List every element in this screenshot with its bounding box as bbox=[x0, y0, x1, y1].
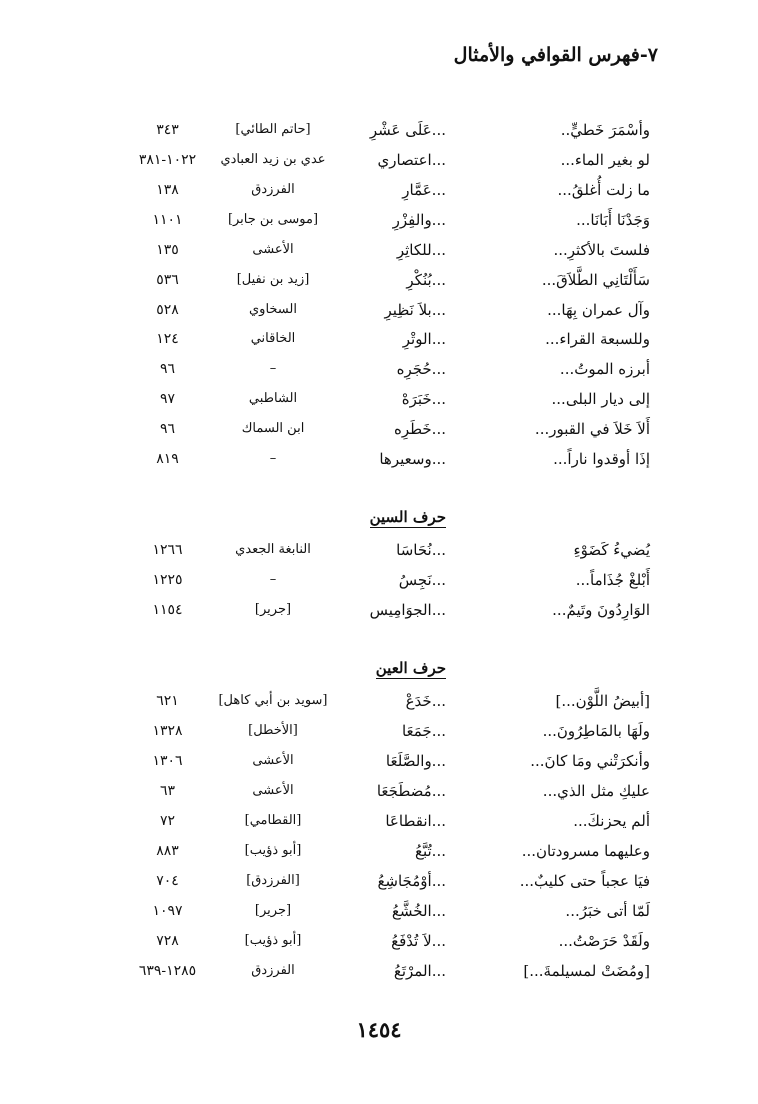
verse-opening: أبرزه الموتُ... bbox=[559, 360, 650, 378]
verse-opening: إلى ديار البلى... bbox=[551, 390, 650, 408]
rhyme-word: ...اعتصاري bbox=[377, 151, 446, 169]
page-reference: ١٣٥ bbox=[156, 242, 179, 258]
verse-opening: عليكِ مثل الذي... bbox=[542, 782, 650, 800]
poet-name: ابن السماك bbox=[241, 421, 305, 436]
poet-name: الأعشى bbox=[252, 783, 294, 798]
rhyme-word: ...المرْتَعُ bbox=[393, 962, 446, 980]
rhyme-word: ...خَطَرِه bbox=[393, 420, 446, 438]
verse-opening: وللسبعة القراء... bbox=[545, 330, 650, 348]
rhyme-word: ...نَجِسُ bbox=[398, 571, 446, 589]
poet-name: [جرير] bbox=[254, 602, 292, 617]
verse-opening: إذَا أوقدوا ناراً... bbox=[553, 450, 650, 468]
index-row bbox=[0, 748, 758, 774]
rhyme-word: ...جَمَعَا bbox=[401, 722, 446, 740]
verse-opening: وأنكرَتْني ومَا كانَ... bbox=[530, 752, 650, 770]
verse-opening: ولَقَدْ حَرَصْتُ... bbox=[558, 932, 650, 950]
verse-opening: فيَا عجباً حتى كليبٌ... bbox=[519, 872, 650, 890]
index-row bbox=[0, 898, 758, 924]
poet-name: [القطامي] bbox=[244, 813, 302, 828]
rhyme-word: ...عَلَى عَشْرِ bbox=[369, 121, 446, 139]
index-row bbox=[0, 207, 758, 233]
verse-opening: لَمّا أتى خبَرُ... bbox=[565, 902, 650, 920]
verse-opening: لو بغير الماء... bbox=[560, 151, 650, 169]
index-row bbox=[0, 326, 758, 352]
verse-opening: يُضيءُ كَضَوْءِ bbox=[573, 541, 650, 559]
poet-name: الخاقاني bbox=[250, 331, 296, 346]
page-reference: ٨٨٣ bbox=[156, 843, 179, 859]
rhyme-word: ...للكاثِرِ bbox=[396, 241, 446, 259]
verse-opening: [ومُضَتْ لمسيلمةَ...] bbox=[523, 962, 650, 980]
verse-opening: ما زلت أُغلقُ... bbox=[557, 181, 650, 199]
poet-name: [زيد بن نفيل] bbox=[236, 272, 310, 287]
poet-name: [أبو ذؤيب] bbox=[244, 843, 302, 858]
poet-name: – bbox=[269, 572, 277, 587]
index-row bbox=[0, 928, 758, 954]
index-row bbox=[0, 597, 758, 623]
index-row bbox=[0, 808, 758, 834]
poet-name: السخاوي bbox=[249, 302, 297, 317]
index-row bbox=[0, 267, 758, 293]
index-row bbox=[0, 177, 758, 203]
section-heading-sin: حرف السين bbox=[369, 508, 446, 526]
index-row bbox=[0, 868, 758, 894]
poet-name: الفرزدق bbox=[251, 963, 295, 978]
rhyme-word: ...نُحَاسَا bbox=[396, 541, 446, 559]
page-reference: ١٠٩٧ bbox=[152, 903, 183, 919]
verse-opening: وآل عمران بِهَا... bbox=[547, 301, 650, 319]
rhyme-word: ...الجوَامِيس bbox=[369, 601, 446, 619]
rhyme-word: ...عَمَّارِ bbox=[402, 181, 446, 199]
page-reference: ٩٧ bbox=[159, 391, 176, 407]
index-row bbox=[0, 147, 758, 173]
page-reference: ٨١٩ bbox=[156, 451, 179, 467]
verse-opening: وَجَدْنَا أَبَانَا... bbox=[576, 211, 650, 229]
verse-opening: وعليهما مسرودتان... bbox=[521, 842, 650, 860]
rhyme-word: ...بُنُكْرِ bbox=[406, 271, 446, 289]
poet-name: النابغة الجعدي bbox=[235, 542, 311, 557]
rhyme-word: ...تُبَّعُ bbox=[415, 842, 446, 860]
index-row bbox=[0, 838, 758, 864]
rhyme-word: ...وسعيرها bbox=[379, 450, 446, 468]
poet-name: الفرزدق bbox=[251, 182, 295, 197]
page-reference: ٦٢١ bbox=[156, 693, 179, 709]
rhyme-word: ...والفِزْرِ bbox=[392, 211, 446, 229]
page-reference: ١٣٨ bbox=[156, 182, 179, 198]
page-reference: ١٣٢٨ bbox=[152, 723, 183, 739]
rhyme-word: ...أوْمُجَاشِعُ bbox=[377, 872, 446, 890]
page-reference: ٣٤٣ bbox=[156, 122, 179, 138]
poet-name: الأعشى bbox=[252, 753, 294, 768]
rhyme-word: ...لاَ تُدْفَعُ bbox=[391, 932, 446, 950]
page-reference: ١٠٢٢-٣٨١ bbox=[138, 152, 197, 168]
verse-opening: الوَارِدُونَ وتَيمٌ... bbox=[552, 601, 650, 619]
verse-opening: فلستَ بالأكثرِ... bbox=[553, 241, 650, 259]
poet-name: [جرير] bbox=[254, 903, 292, 918]
index-row bbox=[0, 416, 758, 442]
page-reference: ٧٠٤ bbox=[156, 873, 179, 889]
poet-name: [أبو ذؤيب] bbox=[244, 933, 302, 948]
index-row bbox=[0, 778, 758, 804]
page-reference: ٩٦ bbox=[159, 361, 176, 377]
poet-name: – bbox=[269, 361, 277, 376]
rhyme-word: ...خَبَرَهْ bbox=[401, 390, 446, 408]
index-row bbox=[0, 237, 758, 263]
page-reference: ٥٣٦ bbox=[156, 272, 179, 288]
verse-opening: أَبْلغْ جُذَاماً... bbox=[575, 571, 650, 589]
index-row bbox=[0, 117, 758, 143]
rhyme-word: ...والصَّلَعَا bbox=[385, 752, 446, 770]
page-reference: ٧٢٨ bbox=[156, 933, 179, 949]
verse-opening: ألم يحزنكَ... bbox=[573, 812, 650, 830]
section-heading-ain: حرف العين bbox=[375, 659, 446, 677]
verse-opening: أَلاَ خَلاَ في القبور... bbox=[534, 420, 650, 438]
poet-name: [حاتم الطائي] bbox=[235, 122, 311, 137]
page-number: ١٤٥٤ bbox=[356, 1017, 402, 1042]
page-reference: ١٢٢٥ bbox=[152, 572, 183, 588]
index-row bbox=[0, 446, 758, 472]
page-reference: ١٢٨٥-٦٣٩ bbox=[138, 963, 197, 979]
verse-opening: وأسْمَرَ خَطيٍّ.. bbox=[560, 121, 650, 139]
index-row bbox=[0, 297, 758, 323]
page-reference: ٥٢٨ bbox=[156, 302, 179, 318]
page-reference: ٧٢ bbox=[159, 813, 176, 829]
poet-name: الشاطبي bbox=[248, 391, 298, 406]
page-reference: ١١٠١ bbox=[152, 212, 183, 228]
poet-name: [الفرزدق] bbox=[246, 873, 300, 888]
page-reference: ١٢٦٦ bbox=[152, 542, 183, 558]
page-reference: ٩٦ bbox=[159, 421, 176, 437]
rhyme-word: ...بلاَ نَظِيرِ bbox=[384, 301, 446, 319]
page-reference: ١٣٠٦ bbox=[152, 753, 183, 769]
rhyme-word: ...الوتْرِ bbox=[402, 330, 446, 348]
poet-name: – bbox=[269, 451, 277, 466]
index-row bbox=[0, 688, 758, 714]
index-row bbox=[0, 356, 758, 382]
poet-name: [الأخطل] bbox=[248, 723, 298, 738]
rhyme-word: ...انقطاعَا bbox=[385, 812, 446, 830]
verse-opening: ولَهَا بالمَاطِرُونَ... bbox=[542, 722, 650, 740]
index-row bbox=[0, 958, 758, 984]
page-header: ٧-فهرس القوافي والأمثال bbox=[453, 44, 658, 66]
index-row bbox=[0, 386, 758, 412]
verse-opening: سَأَلْتَانِي الطَّلاَقَ... bbox=[541, 271, 650, 289]
poet-name: الأعشى bbox=[252, 242, 294, 257]
rhyme-word: ...حُجَرِه bbox=[396, 360, 446, 378]
rhyme-word: ...مُضطَجَعَا bbox=[376, 782, 446, 800]
index-row bbox=[0, 718, 758, 744]
index-row bbox=[0, 567, 758, 593]
poet-name: [موسى بن جابر] bbox=[227, 212, 319, 227]
index-row bbox=[0, 537, 758, 563]
rhyme-word: ...خَدَعْ bbox=[405, 692, 446, 710]
page-reference: ١١٥٤ bbox=[152, 602, 183, 618]
poet-name: [سويد بن أبي كاهل] bbox=[218, 693, 328, 708]
verse-opening: [أبيضُ اللَّوْن...] bbox=[555, 692, 650, 710]
page-reference: ١٢٤ bbox=[156, 331, 179, 347]
poet-name: عدي بن زيد العبادي bbox=[220, 152, 326, 167]
page-reference: ٦٣ bbox=[159, 783, 176, 799]
rhyme-word: ...الخُشَّعُ bbox=[391, 902, 446, 920]
